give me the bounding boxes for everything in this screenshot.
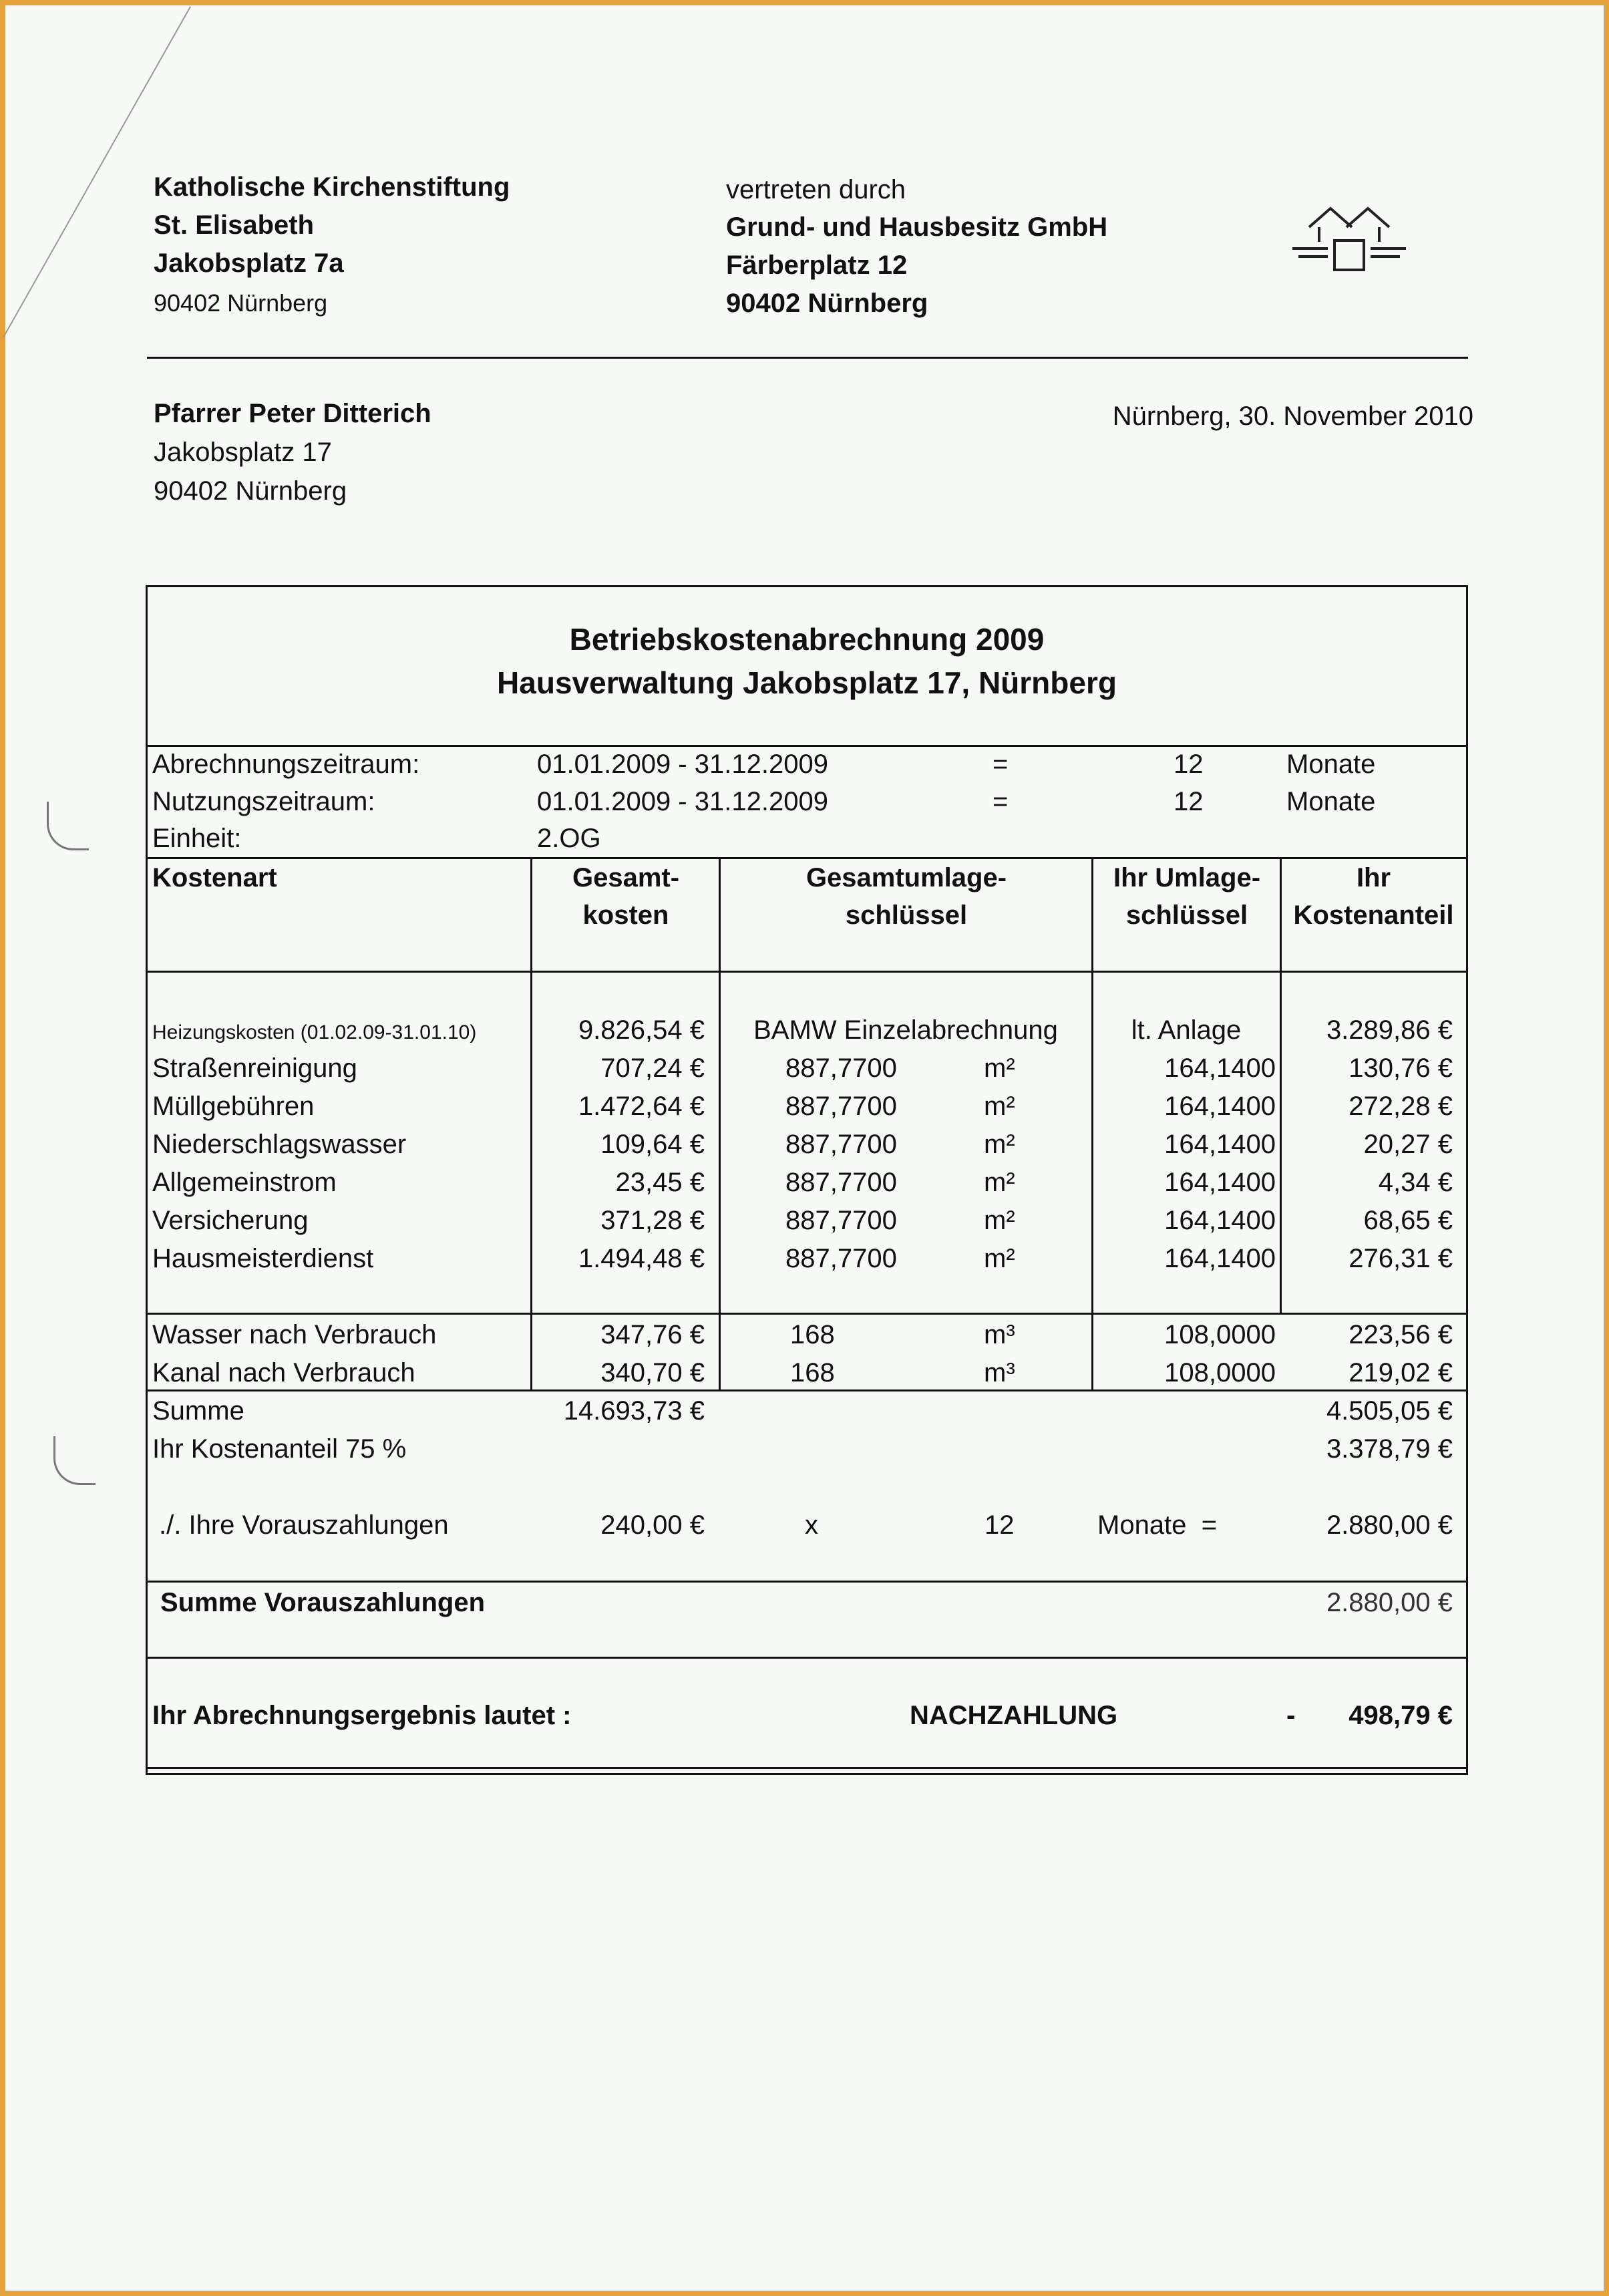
consumption-row-share: 108,0000 (1164, 1320, 1276, 1349)
prepay-sum-label: Summe Vorauszahlungen (160, 1588, 486, 1617)
period-count: 12 (1174, 750, 1204, 779)
table-row-key: 887,7700 (785, 1206, 897, 1235)
table-row-cost: 20,27 € (1363, 1130, 1453, 1159)
header-divider (147, 357, 1468, 359)
sender-name2: St. Elisabeth (154, 210, 315, 240)
table-row-label: Heizungskosten (01.02.09-31.01.10) (152, 1021, 477, 1043)
period-eq: = (993, 750, 1009, 779)
consumption-row-total: 347,76 € (600, 1320, 705, 1349)
table-row-total: 1.472,64 € (578, 1092, 705, 1121)
table-row-cost: 272,28 € (1349, 1092, 1453, 1121)
share-label: Ihr Kostenanteil 75 % (152, 1434, 407, 1464)
col-header-umlage-2: schlüssel (845, 900, 968, 930)
table-row-share: 164,1400 (1164, 1206, 1276, 1235)
unit-label: Einheit: (152, 824, 242, 853)
table-row-cost: 3.289,86 € (1326, 1015, 1453, 1045)
sender-street: Jakobsplatz 7a (154, 249, 344, 278)
table-row-share: 164,1400 (1164, 1092, 1276, 1121)
sum-total: 14.693,73 € (563, 1396, 705, 1426)
recipient-city: 90402 Nürnberg (154, 476, 347, 506)
table-row-share: 164,1400 (1164, 1130, 1276, 1159)
table-row-label: Allgemeinstrom (152, 1168, 337, 1197)
recipient-street: Jakobsplatz 17 (154, 438, 332, 467)
table-row-share: 164,1400 (1164, 1168, 1276, 1197)
share-cost: 3.378,79 € (1326, 1434, 1453, 1464)
consumption-row-cost: 219,02 € (1349, 1358, 1453, 1387)
table-row-total: 9.826,54 € (578, 1015, 705, 1045)
sum-cost: 4.505,05 € (1326, 1396, 1453, 1426)
consumption-row-share: 108,0000 (1164, 1358, 1276, 1387)
col-header-umlage: Gesamtumlage- (806, 863, 1007, 892)
table-row-total: 707,24 € (600, 1053, 705, 1083)
consumption-row-total: 340,70 € (600, 1358, 705, 1387)
table-row-share: 164,1400 (1164, 1053, 1276, 1083)
house-logo-icon (1289, 200, 1409, 274)
col-header-ihr-umlage-2: schlüssel (1125, 900, 1248, 930)
consumption-row-unit: m³ (984, 1358, 1015, 1387)
table-row-key: 887,7700 (785, 1053, 897, 1083)
usage-eq: = (993, 787, 1009, 816)
col-header-anteil: Ihr (1356, 863, 1391, 892)
table-row-key: BAMW Einzelabrechnung (753, 1015, 1058, 1045)
table-row-unit: m² (984, 1244, 1015, 1273)
col-header-ihr-umlage: Ihr Umlage- (1113, 863, 1261, 892)
table-row-key: 887,7700 (785, 1092, 897, 1121)
table-row-label: Müllgebühren (152, 1092, 315, 1121)
period-label: Abrechnungszeitraum: (152, 750, 420, 779)
consumption-row-cost: 223,56 € (1349, 1320, 1453, 1349)
letter-date: Nürnberg, 30. November 2010 (1112, 401, 1473, 431)
table-row-key: 887,7700 (785, 1244, 897, 1273)
prepay-sum-total: 2.880,00 € (1326, 1588, 1453, 1617)
table-row-cost: 4,34 € (1378, 1168, 1453, 1197)
usage-value: 01.01.2009 - 31.12.2009 (537, 787, 828, 816)
usage-label: Nutzungszeitraum: (152, 787, 375, 816)
agent-city: 90402 Nürnberg (726, 289, 928, 318)
agent-company: Grund- und Hausbesitz GmbH (726, 212, 1108, 242)
consumption-row-label: Wasser nach Verbrauch (152, 1320, 437, 1349)
result-sign: - (1286, 1701, 1296, 1730)
table-row-share: lt. Anlage (1131, 1015, 1242, 1045)
consumption-row-label: Kanal nach Verbrauch (152, 1358, 415, 1387)
col-header-anteil-2: Kostenanteil (1293, 900, 1454, 930)
sender-name: Katholische Kirchenstiftung (154, 172, 510, 202)
agent-intro: vertreten durch (726, 175, 906, 204)
table-row-label: Versicherung (152, 1206, 309, 1235)
table-row-unit: m² (984, 1053, 1015, 1083)
table-row-label: Niederschlagswasser (152, 1130, 407, 1159)
table-row-cost: 68,65 € (1363, 1206, 1453, 1235)
table-row-unit: m² (984, 1130, 1015, 1159)
recipient-name: Pfarrer Peter Ditterich (154, 399, 431, 428)
col-header-kostenart: Kostenart (152, 863, 277, 892)
table-row-key: 887,7700 (785, 1130, 897, 1159)
consumption-row-unit: m³ (984, 1320, 1015, 1349)
period-value: 01.01.2009 - 31.12.2009 (537, 750, 828, 779)
prepay-total: 2.880,00 € (1326, 1510, 1453, 1540)
consumption-row-key: 168 (790, 1320, 835, 1349)
result-amount: 498,79 € (1349, 1701, 1453, 1730)
table-row-total: 371,28 € (600, 1206, 705, 1235)
col-header-gesamt: Gesamt- (572, 863, 680, 892)
statement-title: Betriebskostenabrechnung 2009 (569, 622, 1045, 657)
prepay-x: x (805, 1510, 818, 1540)
table-row-total: 1.494,48 € (578, 1244, 705, 1273)
result-label: Ihr Abrechnungsergebnis lautet : (152, 1701, 572, 1730)
result-type: NACHZAHLUNG (910, 1701, 1118, 1730)
table-row-label: Hausmeisterdienst (152, 1244, 374, 1273)
unit-value: 2.OG (537, 824, 601, 853)
table-row-total: 109,64 € (600, 1130, 705, 1159)
table-row-unit: m² (984, 1092, 1015, 1121)
consumption-row-key: 168 (790, 1358, 835, 1387)
prepay-label: ./. Ihre Vorauszahlungen (159, 1510, 449, 1540)
statement-subtitle: Hausverwaltung Jakobsplatz 17, Nürnberg (497, 665, 1117, 700)
usage-unit: Monate (1286, 787, 1376, 816)
table-row-total: 23,45 € (615, 1168, 705, 1197)
table-row-label: Straßenreinigung (152, 1053, 357, 1083)
table-row-cost: 130,76 € (1349, 1053, 1453, 1083)
sender-city: 90402 Nürnberg (154, 289, 328, 317)
table-row-unit: m² (984, 1206, 1015, 1235)
table-row-share: 164,1400 (1164, 1244, 1276, 1273)
period-unit: Monate (1286, 750, 1376, 779)
table-row-cost: 276,31 € (1349, 1244, 1453, 1273)
prepay-unit: Monate = (1097, 1510, 1218, 1540)
prepay-amount: 240,00 € (600, 1510, 705, 1540)
sum-label: Summe (152, 1396, 244, 1426)
agent-street: Färberplatz 12 (726, 251, 908, 280)
prepay-count: 12 (985, 1510, 1015, 1540)
table-row-key: 887,7700 (785, 1168, 897, 1197)
usage-count: 12 (1174, 787, 1204, 816)
table-row-unit: m² (984, 1168, 1015, 1197)
col-header-gesamt-2: kosten (582, 900, 669, 930)
